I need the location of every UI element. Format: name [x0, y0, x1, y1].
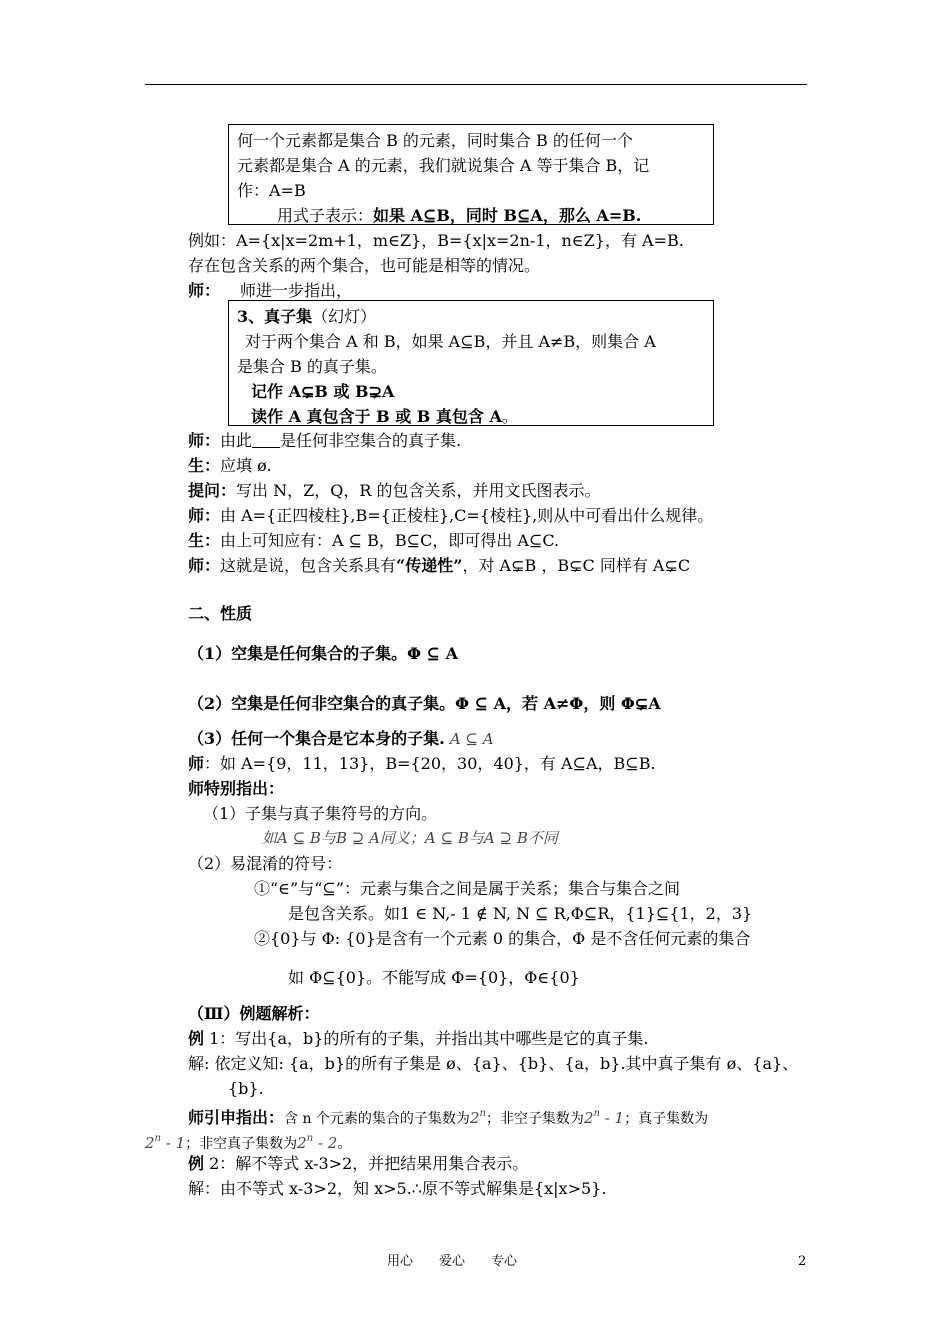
example-2-solution: 解：由不等式 x-3>2，知 x>5.∴原不等式解集是{x|x>5}. [188, 1179, 607, 1198]
section-heading: （Ⅲ）例题解析： [188, 1004, 320, 1023]
dialogue-line: 师：这就是说，包含关系具有“传递性”，对 A⊊B ，B⊊C 同样有 A⊊C [188, 556, 691, 575]
teacher-example: 师：如 A={9，11，13}，B={20，30，40}，有 A⊆A，B⊆B. [188, 754, 656, 773]
teacher-point: 师： 师进一步指出， [188, 281, 353, 300]
footer-motto: 用心 爱心 专心 [387, 1254, 518, 1269]
fill-blank [252, 433, 280, 448]
example-1-solution: 解: 依定义知: {a，b}的所有子集是 ø、{a}、{b}、{a，b}.其中真子集有 ø、{a}、 [188, 1054, 799, 1073]
header-rule [145, 84, 807, 85]
box2-reading: 读作 A 真包含于 B 或 B 真包含 A。 [251, 407, 518, 426]
equality-note: 存在包含关系的两个集合，也可能是相等的情况。 [188, 256, 541, 275]
example-1: 例 1：写出{a，b}的所有的子集，并指出其中哪些是它的真子集. [188, 1029, 649, 1048]
box1-line: 元素都是集合 A 的元素，我们就说集合 A 等于集合 B，记 [237, 156, 650, 175]
box1-line: 何一个元素都是集合 B 的元素，同时集合 B 的任何一个 [237, 131, 633, 150]
example-1-solution-cont: {b}. [228, 1079, 264, 1098]
teacher-extension-cont: 2$^n$ - 1；非空真子集数为2$^n$ - 2。 [145, 1133, 352, 1152]
property-3: （3）任何一个集合是它本身的子集. A ⊆ A [188, 729, 494, 748]
dialogue-line: 生：由上可知应有：A ⊆ B，B⊆C，即可得出 A⊆C. [188, 531, 560, 550]
box2-line: 对于两个集合 A 和 B，如果 A⊆B，并且 A≠B，则集合 A [245, 332, 656, 351]
note-2: （2）易混淆的符号： [188, 854, 343, 873]
teacher-note-heading: 师特别指出： [188, 779, 285, 798]
definition-box-equal [228, 124, 714, 225]
section-heading: 二、性质 [188, 604, 253, 623]
dialogue-line: 师：由 A={正四棱柱},B={正棱柱},C={棱柱},则从中可看出什么规律。 [188, 506, 714, 525]
box1-line: 作：A=B [237, 181, 306, 200]
example-2: 例 2：解不等式 x-3>2，并把结果用集合表示。 [188, 1154, 529, 1173]
definition-box-proper-subset [228, 300, 714, 426]
dialogue-line: 提问：写出 N，Z，Q，R 的包含关系，并用文氏图表示。 [188, 481, 601, 500]
confusion-2: ②{0}与 Φ: {0}是含有一个元素 0 的集合，Φ 是不含任何元素的集合 [254, 929, 751, 948]
confusion-2-cont: 如 Φ⊆{0}。不能写成 Φ={0}，Φ∈{0} [288, 968, 580, 987]
confusion-1-cont: 是包含关系。如1 ∈ N,‐ 1 ∉ N, N ⊆ R,Φ⊆R，{1}⊆{1，2，3} [288, 904, 753, 923]
property-1: （1）空集是任何集合的子集。Φ ⊆ A [188, 644, 459, 663]
teacher-extension: 师引申指出：含 n 个元素的集合的子集数为2$^n$；非空子集数为2$^n$ - 1；真子集数为 [188, 1108, 709, 1127]
page-number: 2 [798, 1254, 807, 1269]
box1-formula: 用式子表示：如果 A⊆B，同时 B⊆A，那么 A=B. [277, 206, 642, 225]
property-2: （2）空集是任何非空集合的真子集。Φ ⊆ A，若 A≠Φ，则 Φ⊊A [188, 694, 661, 713]
box2-line: 是集合 B 的真子集。 [237, 357, 387, 376]
confusion-1: ①“∈”与“⊆”：元素与集合之间是属于关系；集合与集合之间 [254, 879, 680, 898]
note-1-formula: 如A ⊆ B与B ⊇ A同义；A ⊆ B与A ⊇ B不同 [262, 829, 558, 847]
box2-title: 3、真子集（幻灯） [237, 307, 377, 326]
note-1: （1）子集与真子集符号的方向。 [203, 804, 438, 823]
dialogue-line: 生：应填 ø. [188, 456, 272, 475]
example-line: 例如：A={x|x=2m+1，m∈Z}，B={x|x=2n-1，n∈Z}，有 A=B. [188, 231, 684, 250]
box2-notation: 记作 A⊊B 或 B⊋A [251, 382, 395, 401]
dialogue-line: 师：由此 是任何非空集合的真子集. [188, 431, 462, 450]
